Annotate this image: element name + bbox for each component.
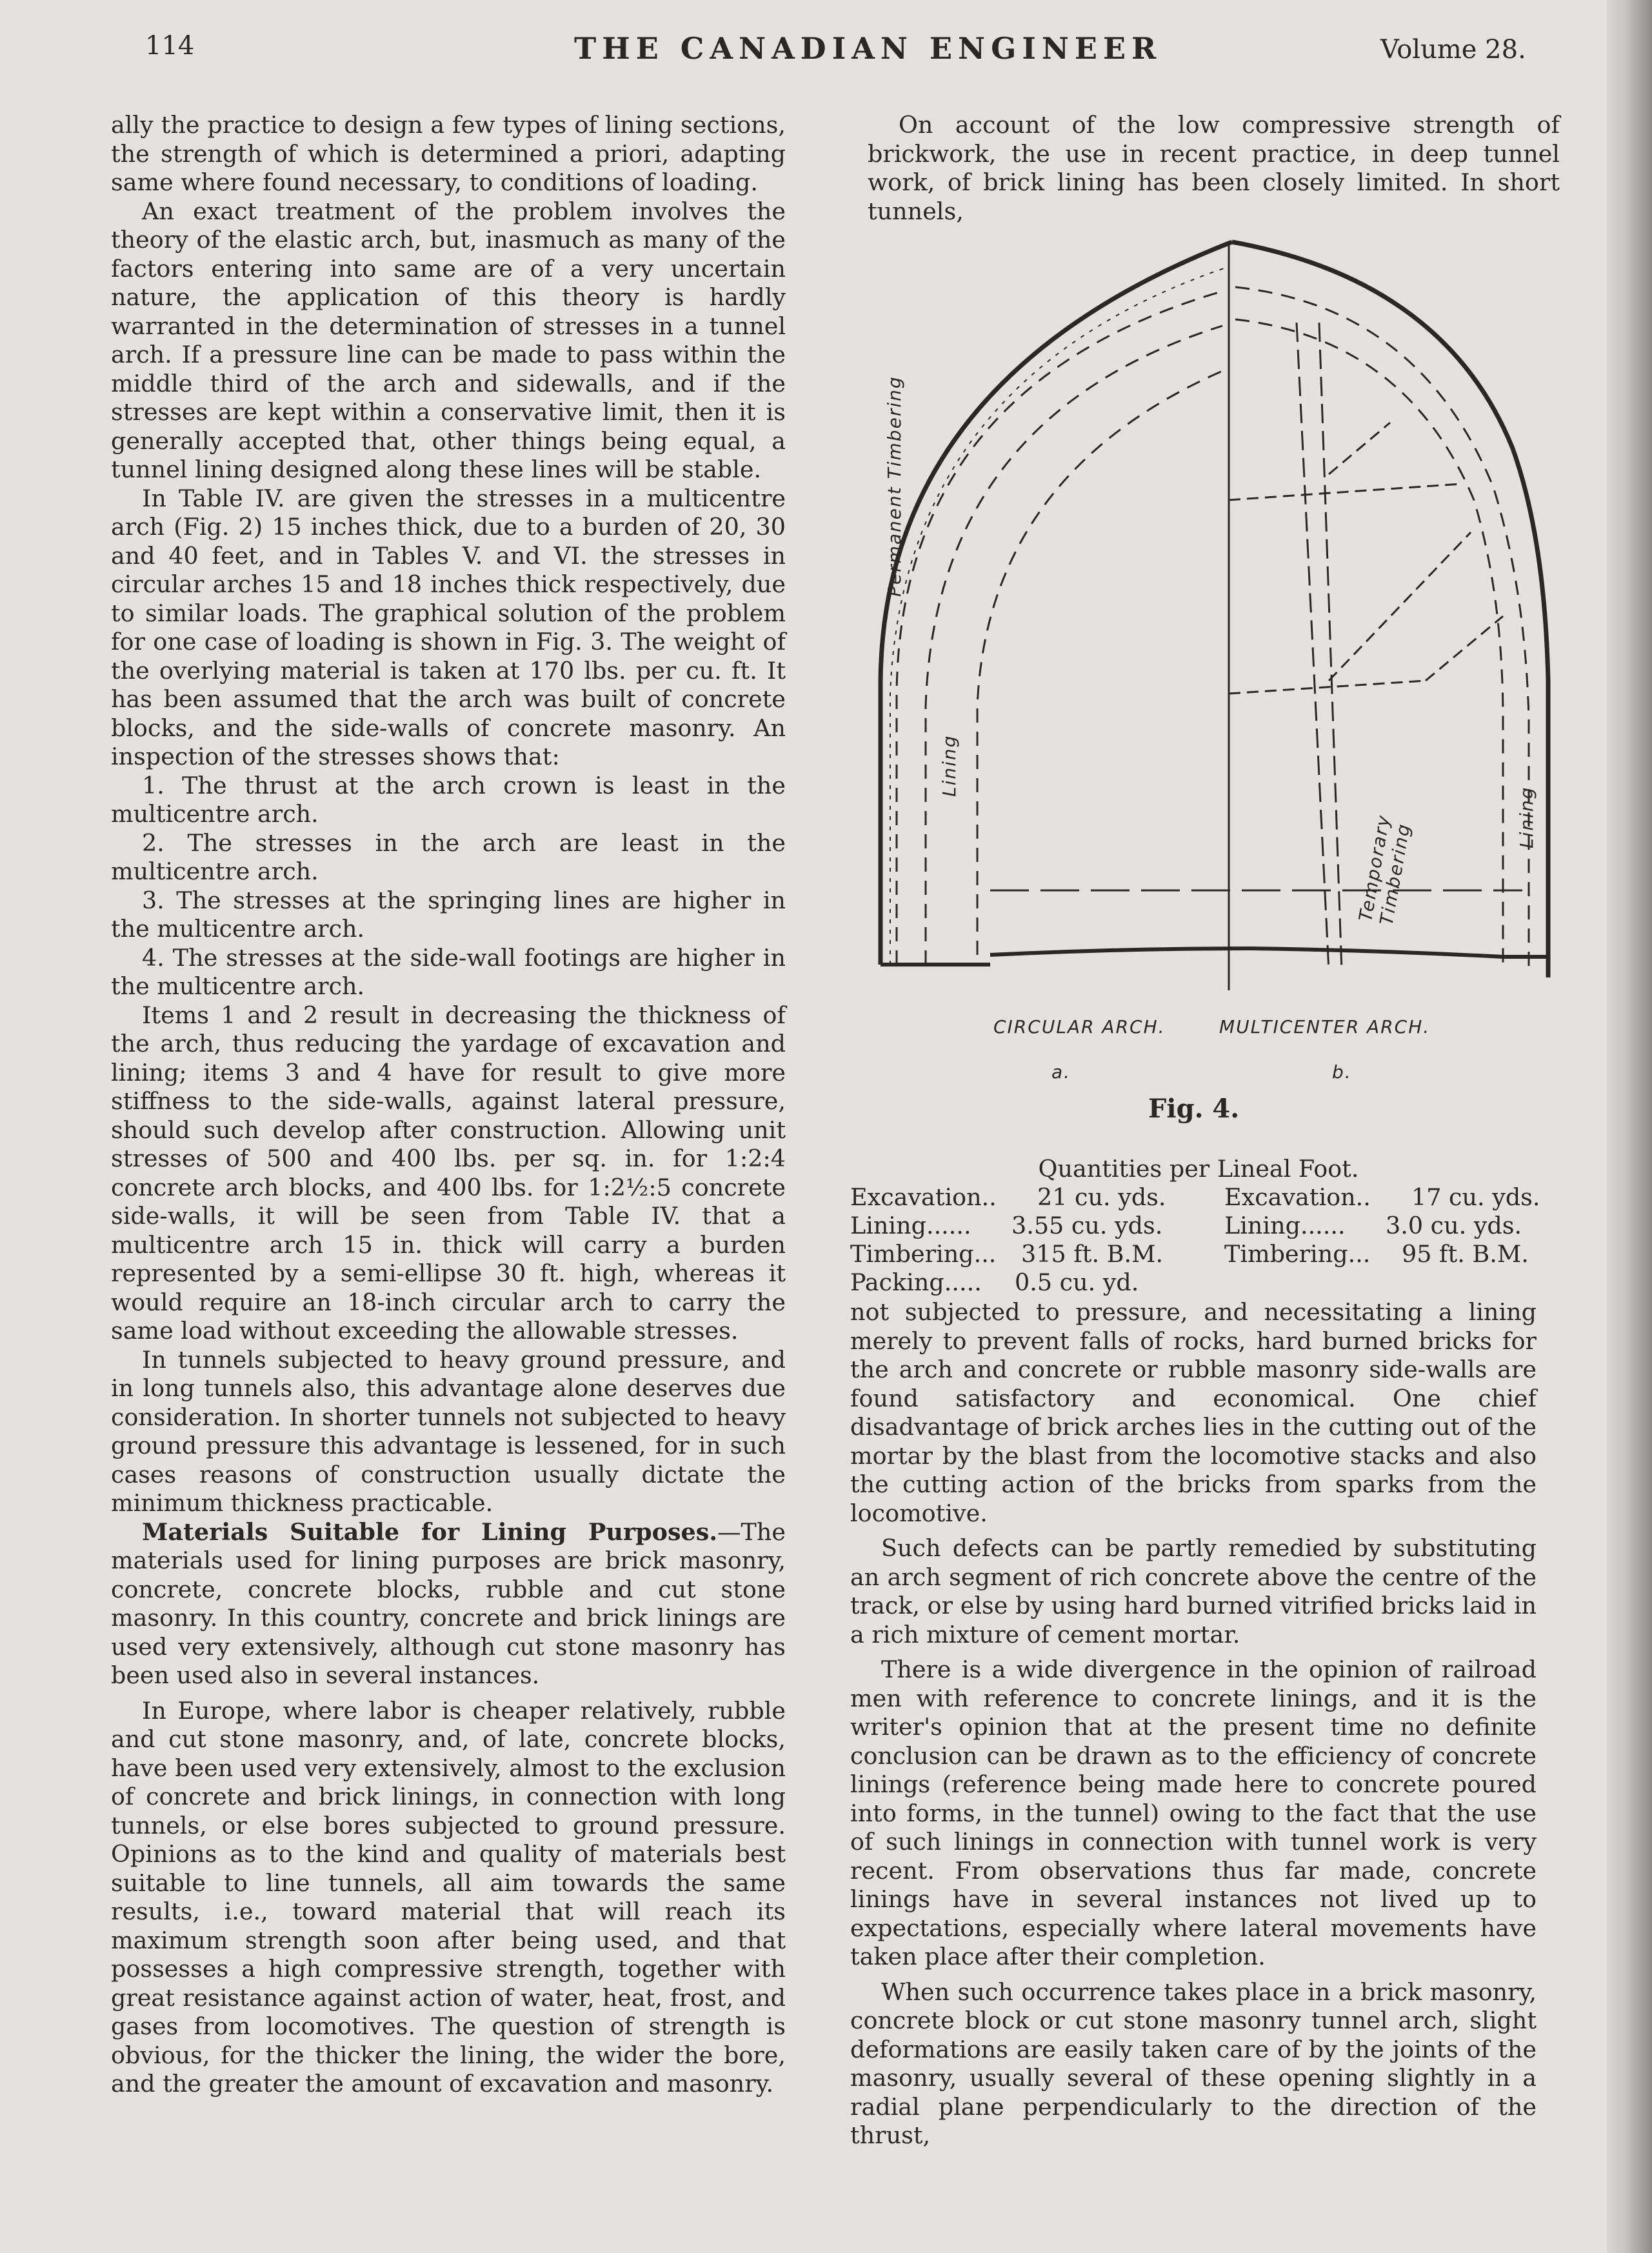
left-column: [111, 111, 786, 2099]
page-edge-shadow: [1607, 0, 1652, 2253]
table-cell: 21 cu. yds.: [1037, 1183, 1166, 1211]
table-cell: Lining......: [850, 1212, 971, 1239]
paragraph: An exact treatment of the problem involves the theory of the elastic arch, but, inasmuch as many of the factors entering into same are of a very uncertain nature, the application of this theory is hardly warranted in the determination of stresses in a tunnel arch. If a pressure line can be made to pass within the middle third of the arch and sidewalls, and if the stresses are kept within a conservative limit, then it is generally accepted that, other things being equal, a tunnel lining designed along these lines will be stable.: [111, 197, 786, 483]
table-cell: Lining......: [1224, 1212, 1346, 1239]
circular-intrados: [977, 371, 1222, 955]
figure-caption: Fig. 4.: [1148, 1094, 1240, 1124]
label-multicenter-arch: MULTICENTER ARCH.: [1219, 1016, 1431, 1037]
paragraph: In tunnels subjected to heavy ground pressure, and in long tunnels also, this advantage alone deserves due consideration. In shorter tunnels not subjected to heavy ground pressure this advantage is lessened, for in such cases reasons of construction usually dictate the minimum thickness practicable.: [111, 1345, 786, 1517]
table-row: [850, 1240, 1547, 1268]
quantities-title: Quantities per Lineal Foot.: [1038, 1155, 1359, 1183]
right-column-top: [868, 111, 1560, 226]
label-sub-a: a.: [1051, 1061, 1071, 1083]
volume-label: Volume 28.: [1380, 35, 1526, 65]
table-cell: 0.5 cu. yd.: [1015, 1268, 1139, 1296]
right-column-bottom: [850, 1298, 1537, 2150]
journal-title: THE CANADIAN ENGINEER: [574, 31, 1162, 66]
ground-line: [881, 948, 1548, 965]
paragraph: There is a wide divergence in the opinion of railroad men with reference to concrete linings, and it is the writer's opinion that at the present time no definite conclusion can be drawn as to the efficiency of concrete linings (reference being made here to concrete poured into forms, in the tunnel) owing to the fact that the use of such linings in connection with tunnel work is very recent. From observations thus far made, concrete linings have in several instances not lived up to expectations, especially where lateral movements have taken place after their completion.: [850, 1656, 1537, 1970]
paragraph: Items 1 and 2 result in decreasing the thickness of the arch, thus reducing the yardage of excavation and lining; items 3 and 4 have for result to give more stiffness to the side-walls, against lateral pressure, should such develop after construction. Allowing unit stresses of 500 and 400 lbs. per sq. in. for 1:2:4 concrete arch blocks, and 400 lbs. for 1:2½:5 concrete side-walls, it will be seen from Table IV. that a multicentre arch 15 in. thick will carry a burden represented by a semi-ellipse 30 ft. high, whereas it would require an 18-inch circular arch to carry the same load without exceeding the allowable stresses.: [111, 1001, 786, 1345]
label-temporary-timbering: Temporary Timbering: [1355, 812, 1415, 927]
page-number: 114: [145, 31, 195, 61]
label-permanent-timbering: Permanent Timbering: [884, 376, 905, 597]
paragraph: In Europe, where labor is cheaper relatively, rubble and cut stone masonry, and, of late, concrete blocks, have been used very extensively, almost to the exclusion of concrete and brick linings, in connection with long tunnels, or else bores subjected to ground pressure. Opinions as to the kind and quality of materials best suitable to line tunnels, all aim towards the same results, i.e., toward material that will reach its maximum strength soon after being used, and that possesses a high compressive strength, together with great resistance against action of water, heat, frost, and gases from locomotives. The question of strength is obvious, for the thicker the lining, the wider the bore, and the greater the amount of excavation and masonry.: [111, 1696, 786, 2098]
table-cell: Excavation..: [1224, 1183, 1371, 1211]
rock-outline-left: [881, 242, 1232, 965]
table-cell: Timbering...: [1224, 1240, 1371, 1268]
table-row: [850, 1212, 1547, 1240]
label-circular-arch: CIRCULAR ARCH.: [993, 1016, 1166, 1037]
table-row: [850, 1268, 1547, 1297]
table-cell: Timbering...: [850, 1240, 997, 1268]
paragraph-body: —The materials used for lining purposes are brick masonry, concrete, concrete blocks, rubble and cut stone masonry. In this country, concrete and brick linings are used very extensively, although cut stone masonry has been used also in several instances.: [111, 1517, 786, 1689]
table-cell: 315 ft. B.M.: [1021, 1240, 1164, 1268]
paragraph: On account of the low compressive strength of brickwork, the use in recent practice, in deep tunnel work, of brick lining has been closely limited. In short tunnels,: [868, 111, 1560, 225]
temporary-timbering-post: [1297, 323, 1342, 971]
paragraph: ally the practice to design a few types of lining sections, the strength of which is determined a priori, adapting same where found necessary, to conditions of loading.: [111, 111, 786, 196]
figure-4: [864, 229, 1567, 1132]
paragraph: [111, 1518, 786, 1690]
list-item: 3. The stresses at the springing lines are higher in the multicentre arch.: [111, 886, 786, 943]
label-lining-right: Lining: [1516, 786, 1537, 848]
list-item: 1. The thrust at the arch crown is least in the multicentre arch.: [111, 771, 786, 828]
table-cell: Packing.....: [850, 1268, 982, 1296]
timbering-braces: [1229, 423, 1503, 694]
table-cell: 3.55 cu. yds.: [1011, 1212, 1163, 1239]
list-item: 2. The stresses in the arch are least in the multicentre arch.: [111, 828, 786, 885]
table-row: [850, 1183, 1547, 1212]
table-cell: Excavation..: [850, 1183, 997, 1211]
label-sub-b: b.: [1332, 1061, 1352, 1083]
table-cell: 17 cu. yds.: [1411, 1183, 1540, 1211]
circular-lining-outer: [897, 290, 1226, 965]
paragraph: In Table IV. are given the stresses in a multicentre arch (Fig. 2) 15 inches thick, due to a burden of 20, 30 and 40 feet, and in Tables V. and VI. the stresses in circular arches 15 and 18 inches thick respectively, due to similar loads. The graphical solution of the problem for one case of loading is shown in Fig. 3. The weight of the overlying material is taken at 170 lbs. per cu. ft. It has been assumed that the arch was built of concrete blocks, and the side-walls of concrete masonry. An inspection of the stresses shows that:: [111, 484, 786, 770]
paragraph: Such defects can be partly remedied by substituting an arch segment of rich concrete above the centre of the track, or else by using hard burned vitrified bricks laid in a rich mixture of cement mortar.: [850, 1534, 1537, 1648]
page-header: [0, 31, 1606, 76]
tunnel-section-drawing: [864, 229, 1567, 1068]
paragraph: When such occurrence takes place in a brick masonry, concrete block or cut stone masonry tunnel arch, slight deformations are easily taken care of by the joints of the masonry, usually several of these opening slightly in a radial plane perpendicularly to the direction of the thrust,: [850, 1978, 1537, 2149]
list-item: 4. The stresses at the side-wall footings are higher in the multicentre arch.: [111, 943, 786, 1000]
quantities-table: [850, 1155, 1547, 1297]
table-cell: 3.0 cu. yds.: [1386, 1212, 1522, 1239]
permanent-timbering-band: [890, 268, 1226, 965]
label-lining-left: Lining: [939, 734, 960, 797]
table-cell: 95 ft. B.M.: [1402, 1240, 1529, 1268]
section-heading: Materials Suitable for Lining Purposes.: [142, 1517, 718, 1546]
paragraph: not subjected to pressure, and necessitating a lining merely to prevent falls of rocks, hard burned bricks for the arch and concrete or rubble masonry side-walls are found satisfactory and economical. One chief disadvantage of brick arches lies in the cutting out of the mortar by the blast from the locomotive stacks and also the cutting action of the bricks from sparks from the locomotive.: [850, 1298, 1537, 1527]
